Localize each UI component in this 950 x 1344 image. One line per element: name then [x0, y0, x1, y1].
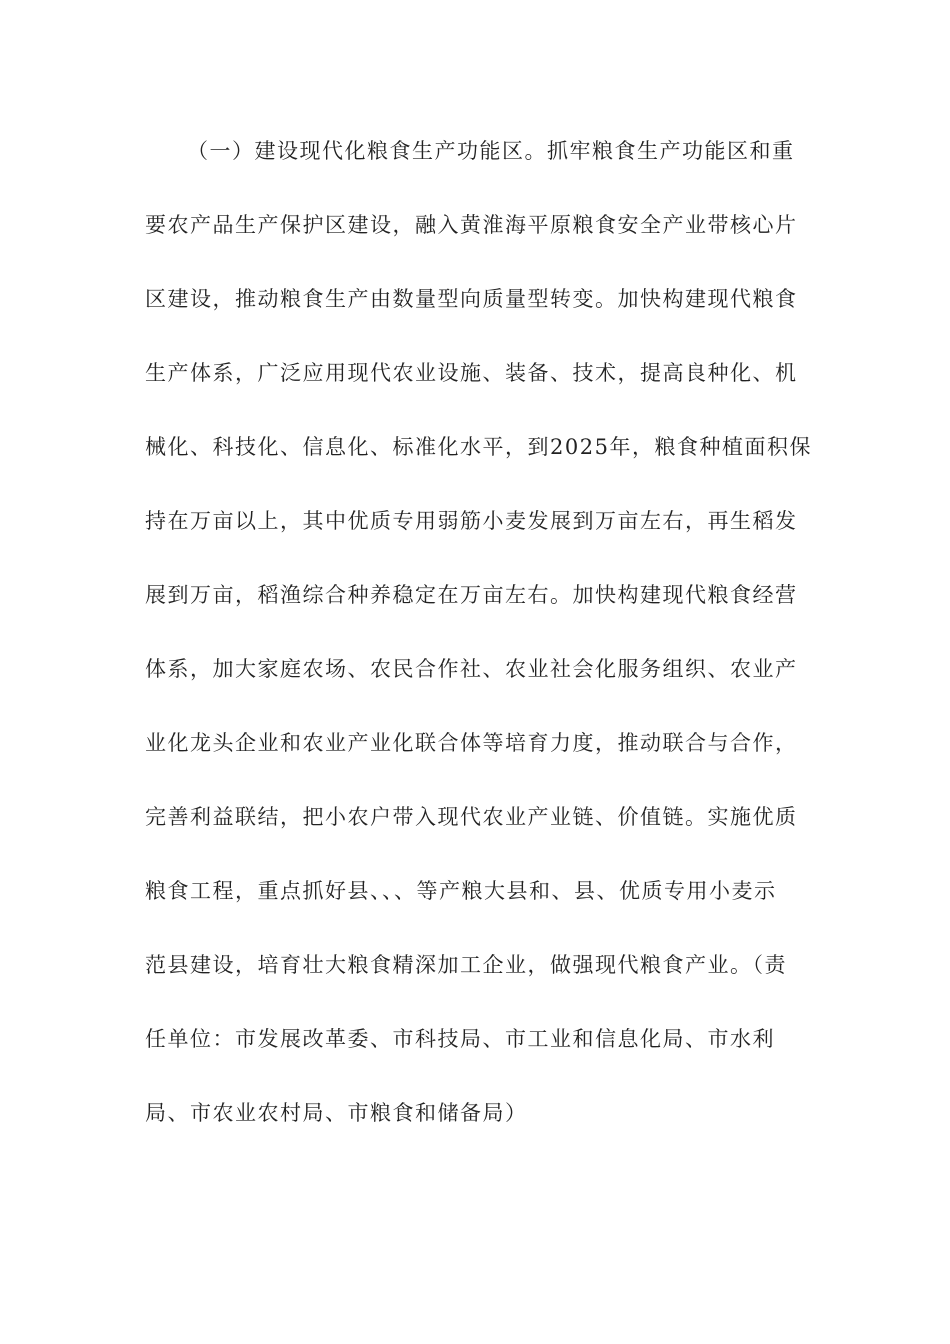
paragraph-line: 持在万亩以上，其中优质专用弱筋小麦发展到万亩左右，再生稻发 [145, 509, 798, 533]
paragraph-line: 局、市农业农村局、市粮食和储备局） [145, 1101, 528, 1125]
paragraph-line: 区建设，推动粮食生产由数量型向质量型转变。加快构建现代粮食 [145, 287, 798, 311]
paragraph-line: 生产体系，广泛应用现代农业设施、装备、技术，提高良种化、机 [145, 361, 798, 385]
paragraph [145, 128, 812, 1164]
paragraph-line: 完善利益联结，把小农户带入现代农业产业链、价值链。实施优质 [145, 805, 798, 829]
paragraph-line: （一）建设现代化粮食生产功能区。抓牢粮食生产功能区和重 [187, 139, 795, 163]
paragraph-line: 体系，加大家庭农场、农民合作社、农业社会化服务组织、农业产 [145, 657, 798, 681]
paragraph-line: 械化、科技化、信息化、标准化水平，到2025年，粮食种植面积保 [145, 435, 812, 459]
paragraph-line: 范县建设，培育壮大粮食精深加工企业，做强现代粮食产业。（责 [145, 953, 787, 977]
paragraph-line: 展到万亩，稻渔综合种养稳定在万亩左右。加快构建现代粮食经营 [145, 583, 798, 607]
paragraph-line: 业化龙头企业和农业产业化联合体等培育力度，推动联合与合作， [145, 731, 798, 755]
paragraph-line: 粮食工程，重点抓好县、、、等产粮大县和、县、优质专用小麦示 [145, 879, 777, 903]
paragraph-line: 要农产品生产保护区建设，融入黄淮海平原粮食安全产业带核心片 [145, 213, 798, 237]
paragraph-line: 任单位：市发展改革委、市科技局、市工业和信息化局、市水利 [145, 1027, 775, 1051]
